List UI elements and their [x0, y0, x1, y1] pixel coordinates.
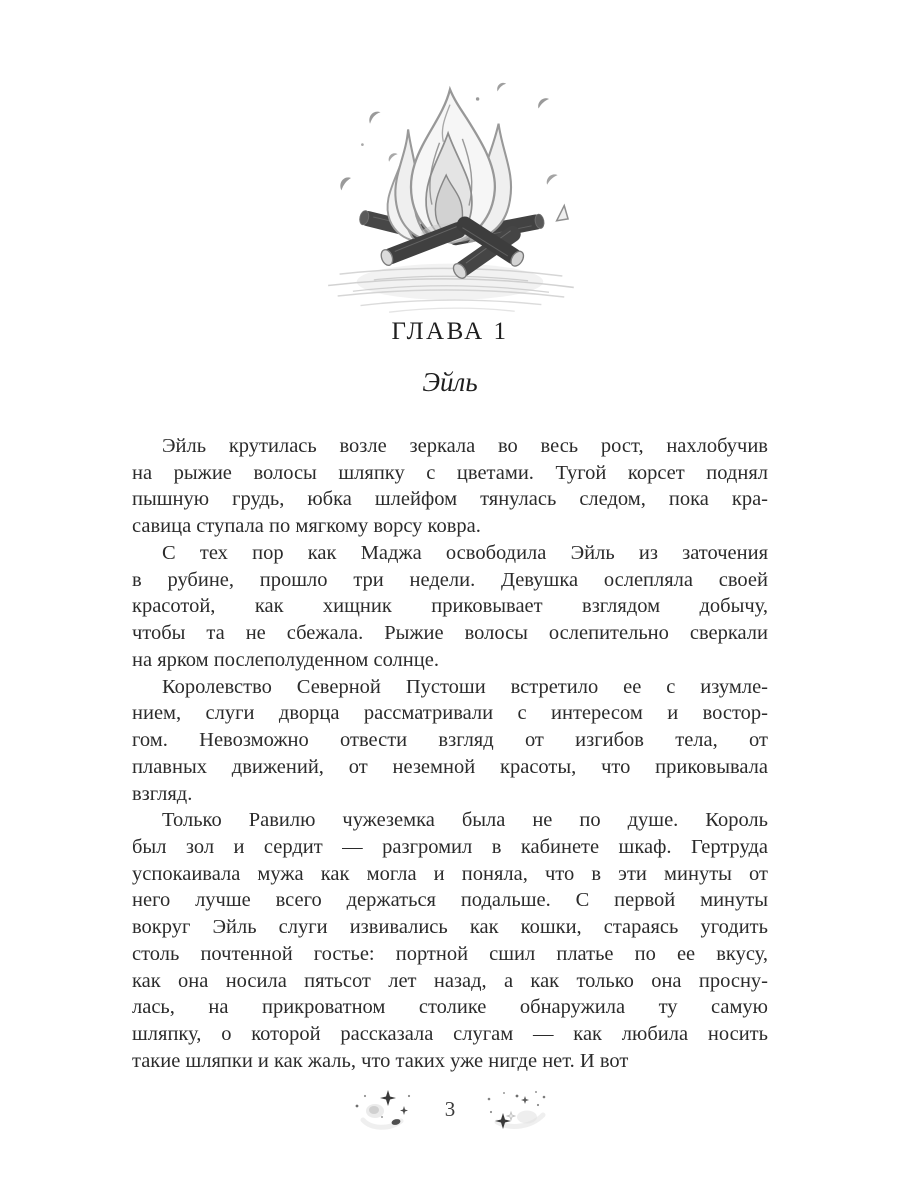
text-line: С тех пор как Маджа освободила Эйль из заточения: [162, 541, 768, 564]
text-line: пышную грудь, юбка шлейфом тянулась следом, пока кра-: [132, 488, 768, 511]
text-line: него лучше всего держаться подальше. С первой минуты: [132, 889, 768, 912]
sparkle-ornament-right-icon: [481, 1086, 549, 1132]
text-line: вокруг Эйль слуги извивались как кошки, стараясь угодить: [132, 916, 768, 939]
text-line: савица ступала по мягкому ворсу ковра.: [132, 515, 481, 538]
text-line: взгляд.: [132, 782, 193, 805]
text-line: гом. Невозможно отвести взгляд от изгибов тела, от: [132, 729, 768, 752]
text-line: в рубине, прошло три недели. Девушка ослепляла своей: [132, 568, 768, 591]
text-line: плавных движений, от неземной красоты, что приковывала: [132, 755, 768, 778]
text-line: столь почтенной гостье: портной сшил платье по ее вкусу,: [132, 942, 768, 965]
page-footer: [0, 1084, 900, 1134]
text-line: на ярком послеполуденном солнце.: [132, 648, 439, 671]
text-line: нием, слуги дворца рассматривали с интересом и востор-: [132, 702, 768, 725]
text-line: как она носила пятьсот лет назад, а как только она просну-: [132, 969, 768, 992]
text-line: успокаивала мужа как могла и поняла, что в эти минуты от: [132, 862, 768, 885]
text-line: Эйль крутилась возле зеркала во весь рост, нахлобучив: [162, 435, 768, 457]
campfire-illustration: [304, 78, 596, 316]
chapter-heading: ГЛАВА 1: [391, 318, 509, 345]
text-line: такие шляпки и как жаль, что таких уже нигде нет. И вот: [132, 1049, 629, 1072]
text-line: шляпку, о которой рассказала слугам — как любила носить: [132, 1023, 768, 1046]
body-text: [132, 433, 768, 1075]
chapter-subtitle: Эйль: [422, 367, 478, 397]
text-line: на рыжие волосы шляпку с цветами. Тугой корсет поднял: [132, 461, 768, 484]
text-line: был зол и сердит — разгромил в кабинете шкаф. Гертруда: [132, 836, 768, 859]
text-line: Только Равилю чужеземка была не по душе. Король: [162, 809, 768, 832]
page-number: 3: [444, 1096, 456, 1121]
text-line: лась, на прикроватном столике обнаружила ту самую: [132, 996, 768, 1019]
text-line: красотой, как хищник приковывает взглядом добычу,: [132, 595, 768, 618]
sparkle-ornament-left-icon: [351, 1086, 419, 1132]
campfire-icon: [304, 78, 596, 316]
text-line: чтобы та не сбежала. Рыжие волосы ослепительно сверкали: [132, 622, 768, 645]
text-line: Королевство Северной Пустоши встретило ее с изумле-: [162, 675, 768, 698]
